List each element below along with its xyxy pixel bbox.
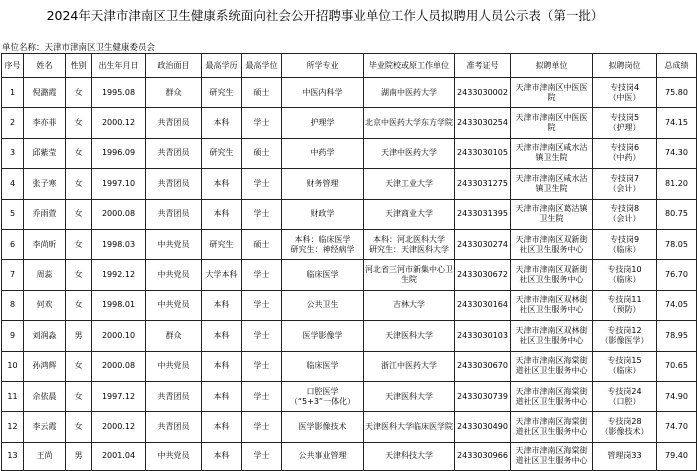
cell-birth-date: 2000.08 <box>92 199 146 229</box>
cell-major: 财务管理 <box>282 169 364 199</box>
cell-political-status: 共青团员 <box>146 169 202 199</box>
cell-education: 本科 <box>202 351 242 381</box>
cell-graduate-school: 浙江中医药大学 <box>364 351 455 381</box>
cell-exam-number: 2433030103 <box>455 321 511 351</box>
cell-total-score: 74.70 <box>657 412 697 442</box>
cell-graduate-school: 天津科技大学 <box>364 442 455 470</box>
cell-target-unit: 天津市津南区咸水沽镇卫生院 <box>511 169 593 199</box>
cell-major: 口腔医学 （“5+3”一体化） <box>282 381 364 411</box>
cell-exam-number: 2433030105 <box>455 138 511 168</box>
table-row <box>2 229 697 259</box>
cell-major: 公共卫生 <box>282 290 364 320</box>
table-row <box>2 169 697 199</box>
cell-target-position: 专技岗5 （护理） <box>593 108 657 138</box>
cell-name: 刘润淼 <box>24 321 66 351</box>
cell-exam-number: 2433030164 <box>455 290 511 320</box>
cell-total-score: 74.30 <box>657 138 697 168</box>
cell-total-score: 75.80 <box>657 78 697 108</box>
cell-political-status: 群众 <box>146 321 202 351</box>
cell-target-unit: 天津市津南区中医医院 <box>511 108 593 138</box>
cell-gender: 女 <box>66 78 92 108</box>
cell-gender: 女 <box>66 169 92 199</box>
cell-target-unit: 天津市津南区双新街社区卫生服务中心 <box>511 260 593 290</box>
cell-graduate-school: 天津中医药大学 <box>364 138 455 168</box>
cell-birth-date: 2000.12 <box>92 412 146 442</box>
cell-total-score: 81.20 <box>657 169 697 199</box>
cell-political-status: 共青团员 <box>146 199 202 229</box>
header-major: 所学专业 <box>282 54 364 78</box>
cell-major: 医学影像技术 <box>282 412 364 442</box>
cell-name: 李云霞 <box>24 412 66 442</box>
table-row <box>2 78 697 108</box>
cell-major: 中药学 <box>282 138 364 168</box>
cell-target-position: 管理岗33 <box>593 442 657 470</box>
cell-degree: 学士 <box>242 108 282 138</box>
cell-name: 孙鸿辉 <box>24 351 66 381</box>
cell-target-unit: 天津市津南区双新街社区卫生服务中心 <box>511 229 593 259</box>
header-target-unit: 拟聘单位 <box>511 54 593 78</box>
cell-name: 何欢 <box>24 290 66 320</box>
cell-birth-date: 1995.08 <box>92 78 146 108</box>
cell-political-status: 共青团员 <box>146 138 202 168</box>
cell-major: 医学影像学 <box>282 321 364 351</box>
cell-major: 本科：临床医学 研究生：神经病学 <box>282 229 364 259</box>
cell-degree: 硕士 <box>242 229 282 259</box>
cell-total-score: 74.90 <box>657 381 697 411</box>
cell-education: 本科 <box>202 199 242 229</box>
table-row <box>2 138 697 168</box>
cell-target-position: 专技岗6 （中药） <box>593 138 657 168</box>
cell-degree: 学士 <box>242 169 282 199</box>
cell-political-status: 共青团员 <box>146 381 202 411</box>
cell-total-score: 79.40 <box>657 442 697 470</box>
cell-target-position: 专技岗11 （预防） <box>593 290 657 320</box>
table-row <box>2 412 697 442</box>
cell-gender: 女 <box>66 351 92 381</box>
cell-target-position: 专技岗9 （临床） <box>593 229 657 259</box>
cell-degree: 硕士 <box>242 138 282 168</box>
cell-degree: 学士 <box>242 381 282 411</box>
cell-target-position: 专技岗7 （会计） <box>593 169 657 199</box>
cell-index: 7 <box>2 260 24 290</box>
header-gender: 性别 <box>66 54 92 78</box>
cell-education: 本科 <box>202 412 242 442</box>
cell-target-position: 专技岗8 （会计） <box>593 199 657 229</box>
cell-total-score: 74.05 <box>657 290 697 320</box>
cell-political-status: 中共党员 <box>146 351 202 381</box>
cell-degree: 学士 <box>242 199 282 229</box>
header-degree: 最高学位 <box>242 54 282 78</box>
page-title: 2024年天津市津南区卫生健康系统面向社会公开招聘事业单位工作人员拟聘用人员公示表（第一批） <box>46 8 604 23</box>
cell-degree: 学士 <box>242 260 282 290</box>
cell-political-status: 中共党员 <box>146 290 202 320</box>
cell-name: 张子寒 <box>24 169 66 199</box>
cell-education: 本科 <box>202 290 242 320</box>
cell-target-unit: 天津市津南区海棠街道社区卫生服务中心 <box>511 412 593 442</box>
cell-birth-date: 2000.12 <box>92 108 146 138</box>
cell-name: 佘依晨 <box>24 381 66 411</box>
cell-education: 本科 <box>202 108 242 138</box>
cell-political-status: 共青团员 <box>146 412 202 442</box>
cell-gender: 女 <box>66 412 92 442</box>
cell-gender: 女 <box>66 229 92 259</box>
cell-major: 中医内科学 <box>282 78 364 108</box>
cell-index: 6 <box>2 229 24 259</box>
table-row <box>2 442 697 470</box>
cell-target-unit: 天津市津南区海棠街道社区卫生服务中心 <box>511 381 593 411</box>
cell-name: 倪潞霞 <box>24 78 66 108</box>
table-row <box>2 260 697 290</box>
cell-gender: 女 <box>66 199 92 229</box>
cell-target-position: 专技岗12 （影像医学） <box>593 321 657 351</box>
cell-birth-date: 1996.09 <box>92 138 146 168</box>
header-political-status: 政治面目 <box>146 54 202 78</box>
cell-graduate-school: 北京中医药大学东方学院 <box>364 108 455 138</box>
recruitment-table <box>1 53 697 471</box>
cell-birth-date: 2000.08 <box>92 351 146 381</box>
cell-target-position: 专技岗4 （中医） <box>593 78 657 108</box>
cell-political-status: 共青团员 <box>146 108 202 138</box>
cell-education: 本科 <box>202 321 242 351</box>
cell-index: 4 <box>2 169 24 199</box>
cell-total-score: 74.15 <box>657 108 697 138</box>
cell-exam-number: 2433031275 <box>455 169 511 199</box>
cell-graduate-school: 天津医科大学临床医学院 <box>364 412 455 442</box>
cell-total-score: 76.70 <box>657 260 697 290</box>
cell-graduate-school: 天津工业大学 <box>364 169 455 199</box>
table-row <box>2 108 697 138</box>
cell-education: 研究生 <box>202 229 242 259</box>
header-index: 序号 <box>2 54 24 78</box>
cell-target-position: 专技岗24 （口腔） <box>593 381 657 411</box>
cell-education: 研究生 <box>202 78 242 108</box>
header-total-score: 总成绩 <box>657 54 697 78</box>
cell-degree: 学士 <box>242 290 282 320</box>
cell-total-score: 78.05 <box>657 229 697 259</box>
cell-gender: 男 <box>66 321 92 351</box>
cell-name: 周蕊 <box>24 260 66 290</box>
cell-index: 1 <box>2 78 24 108</box>
cell-index: 9 <box>2 321 24 351</box>
cell-gender: 女 <box>66 108 92 138</box>
cell-gender: 女 <box>66 381 92 411</box>
cell-birth-date: 1997.10 <box>92 169 146 199</box>
cell-target-unit: 天津市津南区海棠街道社区卫生服务中心 <box>511 351 593 381</box>
cell-political-status: 中共党员 <box>146 260 202 290</box>
table-row <box>2 351 697 381</box>
cell-exam-number: 2433030002 <box>455 78 511 108</box>
table-row <box>2 199 697 229</box>
cell-birth-date: 2000.10 <box>92 321 146 351</box>
cell-index: 2 <box>2 108 24 138</box>
cell-exam-number: 2433031395 <box>455 199 511 229</box>
cell-total-score: 80.75 <box>657 199 697 229</box>
cell-education: 本科 <box>202 169 242 199</box>
cell-target-position: 专技岗15 （临床） <box>593 351 657 381</box>
cell-index: 13 <box>2 442 24 470</box>
cell-name: 李尚昕 <box>24 229 66 259</box>
cell-exam-number: 2433030490 <box>455 412 511 442</box>
cell-target-unit: 天津市津南区咸水沽镇卫生院 <box>511 138 593 168</box>
cell-exam-number: 2433030739 <box>455 381 511 411</box>
header-target-position: 拟聘岗位 <box>593 54 657 78</box>
cell-gender: 女 <box>66 290 92 320</box>
cell-exam-number: 2433030672 <box>455 260 511 290</box>
cell-index: 12 <box>2 412 24 442</box>
cell-target-unit: 天津市津南区双林街社区卫生服务中心 <box>511 290 593 320</box>
cell-name: 邱紫莹 <box>24 138 66 168</box>
cell-total-score: 78.95 <box>657 321 697 351</box>
cell-degree: 学士 <box>242 412 282 442</box>
cell-target-unit: 天津市津南区双林街社区卫生服务中心 <box>511 321 593 351</box>
cell-exam-number: 2433030274 <box>455 229 511 259</box>
cell-education: 研究生 <box>202 138 242 168</box>
cell-target-unit: 天津市津南区葛沽镇卫生院 <box>511 199 593 229</box>
cell-name: 王尚 <box>24 442 66 470</box>
cell-exam-number: 2433030670 <box>455 351 511 381</box>
header-birth-date: 出生年月日 <box>92 54 146 78</box>
cell-name: 李亦菲 <box>24 108 66 138</box>
cell-exam-number: 2433030966 <box>455 442 511 470</box>
cell-major: 护理学 <box>282 108 364 138</box>
cell-target-position: 专技岗28 （影像技术） <box>593 412 657 442</box>
cell-political-status: 中共党员 <box>146 442 202 470</box>
cell-education: 本科 <box>202 442 242 470</box>
cell-graduate-school: 天津医科大学 <box>364 381 455 411</box>
cell-education: 大学本科 <box>202 260 242 290</box>
cell-major: 临床医学 <box>282 351 364 381</box>
cell-name: 乔雨萱 <box>24 199 66 229</box>
header-education: 最高学历 <box>202 54 242 78</box>
unit-name-line: 单位名称：天津市津南区卫生健康委员会 <box>2 43 156 53</box>
cell-birth-date: 1998.03 <box>92 229 146 259</box>
cell-exam-number: 2433030254 <box>455 108 511 138</box>
cell-major: 公共事业管理 <box>282 442 364 470</box>
header-name: 姓名 <box>24 54 66 78</box>
table-row <box>2 321 697 351</box>
cell-political-status: 中共党员 <box>146 229 202 259</box>
cell-graduate-school: 吉林大学 <box>364 290 455 320</box>
cell-major: 临床医学 <box>282 260 364 290</box>
table-header-row <box>2 54 697 78</box>
cell-target-position: 专技岗10 （临床） <box>593 260 657 290</box>
cell-gender: 男 <box>66 442 92 470</box>
cell-graduate-school: 天津商业大学 <box>364 199 455 229</box>
cell-degree: 学士 <box>242 351 282 381</box>
cell-birth-date: 1992.12 <box>92 260 146 290</box>
cell-education: 本科 <box>202 381 242 411</box>
header-graduate-school: 毕业院校或原工作单位 <box>364 54 455 78</box>
table-row <box>2 381 697 411</box>
cell-degree: 硕士 <box>242 78 282 108</box>
cell-index: 8 <box>2 290 24 320</box>
cell-gender: 女 <box>66 260 92 290</box>
cell-target-unit: 天津市津南区海棠街道社区卫生服务中心 <box>511 442 593 470</box>
cell-graduate-school: 河北省三河市新集中心卫生院 <box>364 260 455 290</box>
cell-gender: 女 <box>66 138 92 168</box>
cell-graduate-school: 湖南中医药大学 <box>364 78 455 108</box>
cell-major: 财政学 <box>282 199 364 229</box>
cell-graduate-school: 天津医科大学 <box>364 321 455 351</box>
cell-degree: 学士 <box>242 321 282 351</box>
cell-index: 11 <box>2 381 24 411</box>
cell-birth-date: 1997.12 <box>92 381 146 411</box>
cell-index: 3 <box>2 138 24 168</box>
cell-birth-date: 2001.04 <box>92 442 146 470</box>
cell-total-score: 70.65 <box>657 351 697 381</box>
table-row <box>2 290 697 320</box>
cell-degree: 学士 <box>242 442 282 470</box>
cell-political-status: 群众 <box>146 78 202 108</box>
cell-birth-date: 1998.01 <box>92 290 146 320</box>
cell-graduate-school: 本科：河北医科大学 研究生：天津医科大学 <box>364 229 455 259</box>
cell-index: 5 <box>2 199 24 229</box>
header-exam-number: 准考证号 <box>455 54 511 78</box>
cell-target-unit: 天津市津南区中医医院 <box>511 78 593 108</box>
cell-index: 10 <box>2 351 24 381</box>
